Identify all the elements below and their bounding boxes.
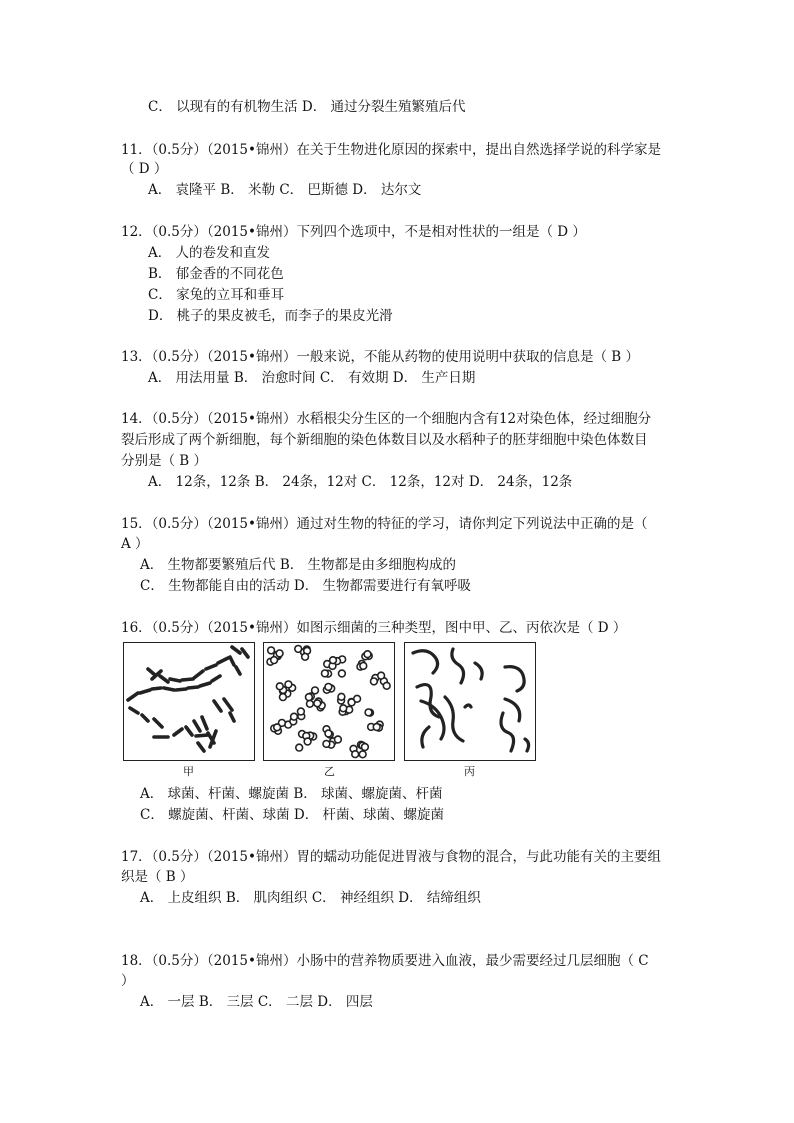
q13-stem: 13．（0.5分）（2015•锦州）一般来说，不能从药物的使用说明中获取的信息是（ B ） bbox=[121, 349, 639, 365]
coccus-cell bbox=[314, 700, 321, 707]
q16-stem: 16．（0.5分）（2015•锦州）如图示细菌的三种类型，图中甲、乙、丙依次是（ D ） bbox=[121, 620, 627, 636]
figure-spirillum-bacteria bbox=[404, 642, 536, 761]
coccus-cell bbox=[352, 751, 359, 758]
figure-rod-bacteria bbox=[123, 642, 255, 761]
figure-coccus-bacteria bbox=[263, 642, 395, 761]
q11-stem-line-2: （ D ） bbox=[121, 161, 168, 177]
q15-stem-line-2: A ） bbox=[121, 536, 149, 552]
coccus-cell bbox=[325, 730, 332, 737]
coccus-cell bbox=[360, 663, 367, 670]
coccus-cell bbox=[339, 670, 346, 677]
q16-options-line-2: C． 螺旋菌、杆菌、球菌 D． 杆菌、球菌、螺旋菌 bbox=[140, 807, 445, 823]
q15-stem-line-1: 15．（0.5分）（2015•锦州）通过对生物的特征的学习，请你判定下列说法中正确的是（ bbox=[121, 516, 648, 532]
coccus-cell bbox=[330, 657, 337, 664]
coccus-cell bbox=[276, 650, 283, 657]
q12-option-c: C． 家兔的立耳和垂耳 bbox=[148, 287, 285, 303]
q18-stem-line-1: 18．（0.5分）（2015•锦州）小肠中的营养物质要进入血液，最少需要经过几层细胞（ C bbox=[121, 953, 649, 969]
coccus-cell bbox=[364, 651, 371, 658]
q15-options-line-1: A． 生物都要繁殖后代 B． 生物都是由多细胞构成的 bbox=[140, 557, 457, 573]
q14-options: A． 12条，12条 B． 24条，12对 C． 12条，12对 D． 24条，12条 bbox=[148, 474, 573, 490]
coccus-cell bbox=[268, 647, 275, 654]
q18-options: A． 一层 B． 三层 C． 二层 D． 四层 bbox=[140, 994, 373, 1010]
coccus-bacteria-drawing bbox=[264, 643, 394, 760]
coccus-cell bbox=[340, 705, 347, 712]
q17-stem-line-2: 织是（ B ） bbox=[121, 869, 194, 885]
coccus-cell bbox=[338, 693, 345, 700]
spirillum-bacteria-drawing bbox=[405, 643, 535, 760]
q14-stem-line-2: 裂后形成了两个新细胞，每个新细胞的染色体数目以及水稻种子的胚芽细胞中染色体数目 bbox=[121, 432, 648, 448]
q16-options-line-1: A． 球菌、杆菌、螺旋菌 B． 球菌、螺旋菌、杆菌 bbox=[140, 786, 443, 802]
coccus-cell bbox=[323, 741, 330, 748]
coccus-cell bbox=[302, 653, 309, 660]
figure-label-yi: 乙 bbox=[324, 765, 335, 778]
coccus-cell bbox=[276, 683, 283, 690]
coccus-cell bbox=[298, 708, 305, 715]
coccus-cell bbox=[383, 682, 390, 689]
q15-options-line-2: C． 生物都能自由的活动 D． 生物都需要进行有氧呼吸 bbox=[140, 578, 472, 594]
coccus-cell bbox=[307, 700, 314, 707]
coccus-cell bbox=[280, 694, 287, 701]
coccus-cell bbox=[295, 646, 302, 653]
q12-option-b: B． 郁金香的不同花色 bbox=[148, 266, 284, 282]
q11-options: A． 袁隆平 B． 米勒 C． 巴斯德 D． 达尔文 bbox=[148, 182, 422, 198]
rod-bacteria-drawing bbox=[124, 643, 254, 760]
q12-option-d: D． 桃子的果皮被毛，而李子的果皮光滑 bbox=[148, 308, 393, 324]
q12-stem: 12．（0.5分）（2015•锦州）下列四个选项中，不是相对性状的一组是（ D ） bbox=[121, 224, 586, 240]
q13-options: A． 用法用量 B． 治愈时间 C． 有效期 D． 生产日期 bbox=[148, 370, 476, 386]
coccus-cell bbox=[296, 744, 303, 751]
coccus-cell bbox=[271, 657, 278, 664]
q17-options: A． 上皮组织 B． 肌肉组织 C． 神经组织 D． 结缔组织 bbox=[140, 890, 481, 906]
coccus-cell bbox=[304, 738, 311, 745]
coccus-cell bbox=[335, 736, 342, 743]
coccus-cell bbox=[378, 672, 385, 679]
q14-stem-line-3: 分别是（ B ） bbox=[121, 453, 208, 469]
q14-stem-line-1: 14．（0.5分）（2015•锦州）水稻根尖分生区的一个细胞内含有12对染色体，经过细胞分 bbox=[121, 411, 652, 427]
figure-label-bing: 丙 bbox=[464, 765, 475, 778]
coccus-cell bbox=[291, 713, 298, 720]
q17-stem-line-1: 17．（0.5分）（2015•锦州）胃的蠕动功能促进胃液与食物的混合，与此功能有关的主要组 bbox=[121, 849, 661, 865]
q10-options: C． 以现有的有机物生活 D． 通过分裂生殖繁殖后代 bbox=[148, 99, 466, 115]
coccus-cell bbox=[365, 709, 372, 716]
q11-stem-line-1: 11．（0.5分）（2015•锦州）在关于生物进化原因的探索中，提出自然选择学说的科学家是 bbox=[121, 142, 661, 158]
q12-option-a: A． 人的卷发和直发 bbox=[148, 245, 271, 261]
coccus-cell bbox=[274, 724, 281, 731]
coccus-cell bbox=[359, 751, 366, 758]
coccus-cell bbox=[322, 670, 329, 677]
coccus-cell bbox=[325, 684, 332, 691]
coccus-cell bbox=[371, 678, 378, 685]
figure-label-jia: 甲 bbox=[183, 765, 194, 778]
coccus-cell bbox=[354, 695, 361, 702]
q18-stem-line-2: ） bbox=[121, 973, 135, 989]
coccus-cell bbox=[306, 694, 313, 701]
coccus-cell bbox=[373, 724, 380, 731]
coccus-cell bbox=[362, 744, 369, 751]
coccus-cell bbox=[285, 681, 292, 688]
